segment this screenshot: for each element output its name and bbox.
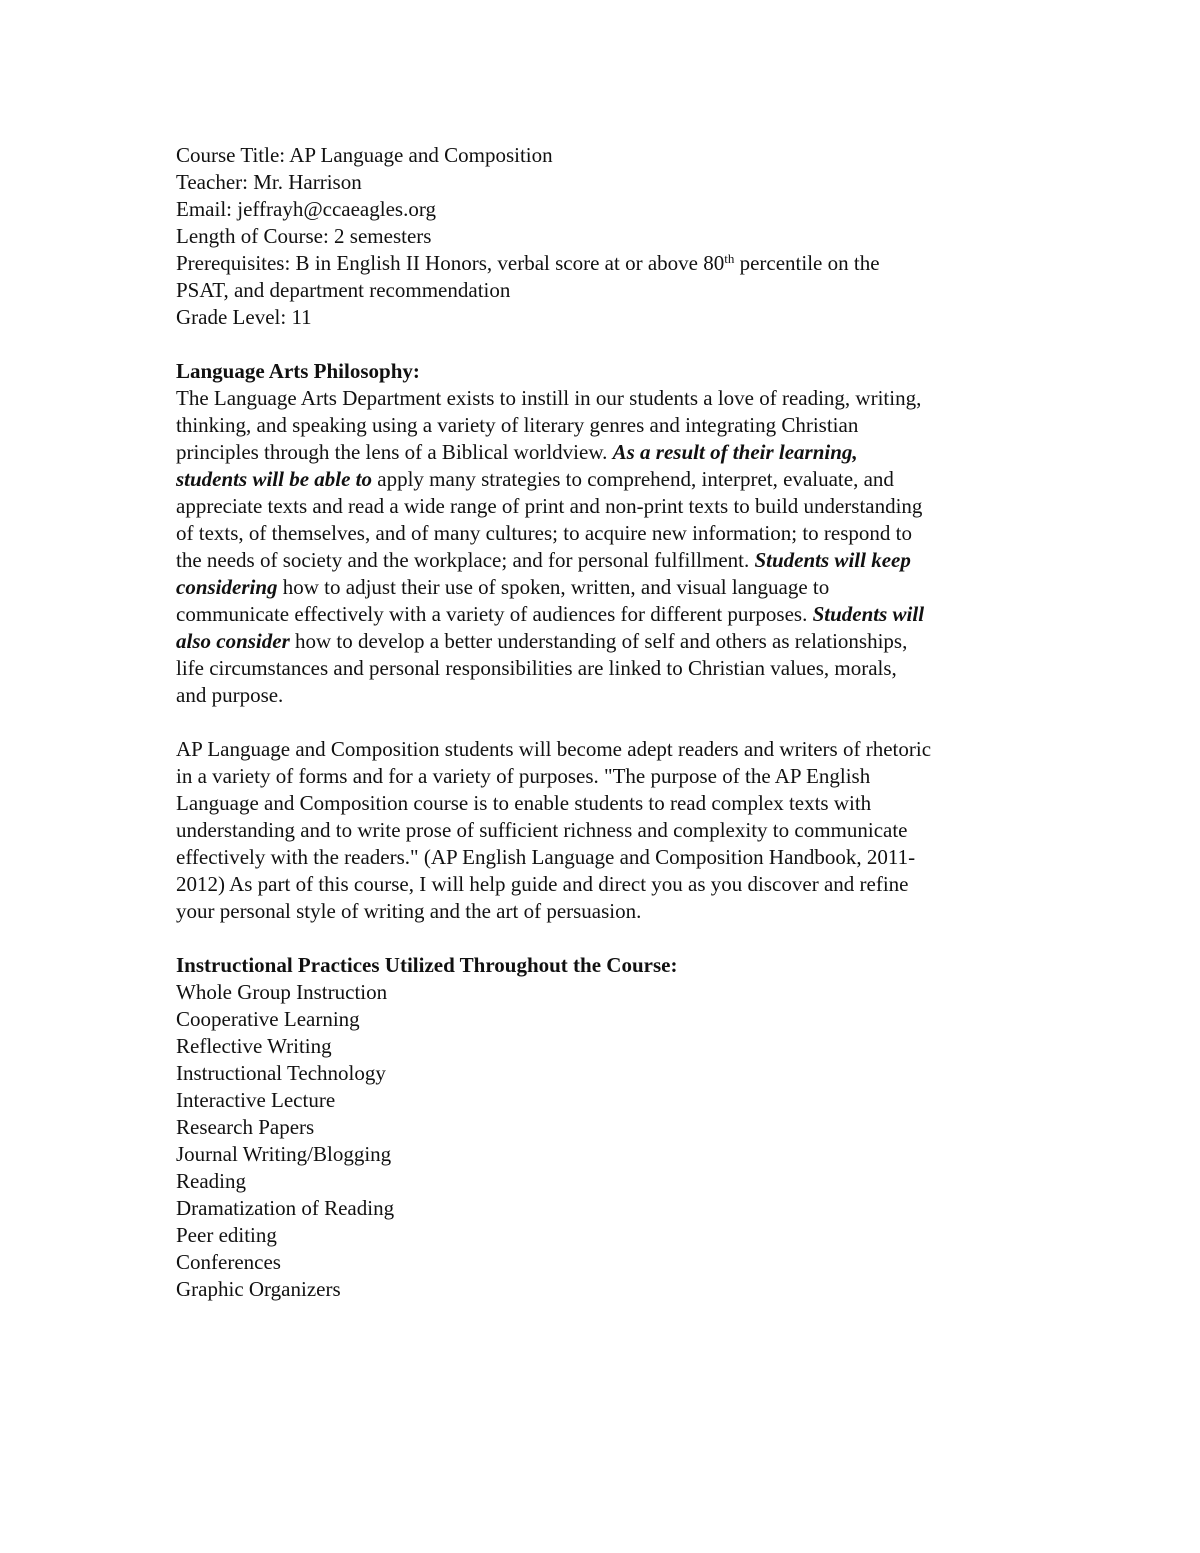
spacer	[176, 925, 1036, 952]
spacer	[176, 709, 1036, 736]
list-item: Reading	[176, 1169, 246, 1193]
philosophy-line: life circumstances and personal responsibilities are linked to Christian values, morals,	[176, 656, 897, 680]
list-item: Interactive Lecture	[176, 1088, 336, 1112]
philosophy-line: and purpose.	[176, 683, 284, 707]
philosophy-line	[176, 439, 1036, 466]
list-item: Cooperative Learning	[176, 1007, 360, 1031]
course-length-line: Length of Course: 2 semesters	[176, 224, 432, 248]
emphasis-text: considering	[176, 575, 278, 599]
paragraph-line: understanding and to write prose of sufficient richness and complexity to communicate	[176, 818, 908, 842]
philosophy-text: the needs of society and the workplace; and for personal fulfillment.	[176, 548, 755, 572]
list-item: Graphic Organizers	[176, 1277, 341, 1301]
philosophy-text: principles through the lens of a Biblical worldview.	[176, 440, 613, 464]
document-page	[176, 142, 1036, 1303]
ordinal-superscript: th	[724, 251, 735, 266]
philosophy-line: The Language Arts Department exists to instill in our students a love of reading, writing,	[176, 386, 922, 410]
list-item: Research Papers	[176, 1115, 315, 1139]
course-title: Course Title: AP Language and Composition	[176, 143, 553, 167]
paragraph-line: effectively with the readers." (AP English Language and Composition Handbook, 2011-	[176, 845, 916, 869]
ap-course-paragraph	[176, 736, 1036, 925]
emphasis-text: also consider	[176, 629, 290, 653]
list-item: Journal Writing/Blogging	[176, 1142, 392, 1166]
philosophy-line	[176, 547, 1036, 574]
prerequisites-line	[176, 250, 1036, 277]
philosophy-section	[176, 358, 1036, 709]
paragraph-line: in a variety of forms and for a variety of purposes. "The purpose of the AP English	[176, 764, 871, 788]
emphasis-text: Students will keep	[754, 548, 911, 572]
email-line: Email: jeffrayh@ccaeagles.org	[176, 197, 436, 221]
philosophy-text: how to adjust their use of spoken, written, and visual language to	[277, 575, 830, 599]
philosophy-line	[176, 466, 1036, 493]
list-item: Conferences	[176, 1250, 281, 1274]
emphasis-text: students will be able to	[176, 467, 373, 491]
philosophy-line	[176, 628, 1036, 655]
philosophy-heading: Language Arts Philosophy:	[176, 359, 420, 383]
paragraph-line: Language and Composition course is to enable students to read complex texts with	[176, 791, 872, 815]
paragraph-line: your personal style of writing and the art of persuasion.	[176, 899, 642, 923]
philosophy-line: of texts, of themselves, and of many cultures; to acquire new information; to respond to	[176, 521, 912, 545]
practices-list	[176, 979, 1036, 1303]
philosophy-line	[176, 574, 1036, 601]
philosophy-line: appreciate texts and read a wide range of print and non-print texts to build understanding	[176, 494, 923, 518]
spacer	[176, 331, 1036, 358]
philosophy-text: apply many strategies to comprehend, interpret, evaluate, and	[372, 467, 894, 491]
philosophy-text: communicate effectively with a variety of audiences for different purposes.	[176, 602, 813, 626]
list-item: Whole Group Instruction	[176, 980, 388, 1004]
prerequisites-line-2: PSAT, and department recommendation	[176, 278, 511, 302]
list-item: Dramatization of Reading	[176, 1196, 395, 1220]
list-item: Instructional Technology	[176, 1061, 386, 1085]
grade-level-line: Grade Level: 11	[176, 305, 312, 329]
course-info	[176, 142, 1036, 331]
emphasis-text: Students will	[812, 602, 925, 626]
paragraph-line: 2012) As part of this course, I will help guide and direct you as you discover and refine	[176, 872, 909, 896]
practices-heading: Instructional Practices Utilized Throughout the Course:	[176, 953, 678, 977]
practices-section	[176, 952, 1036, 1303]
paragraph-line: AP Language and Composition students will become adept readers and writers of rhetoric	[176, 737, 932, 761]
prerequisites-text-cont: percentile on the	[734, 251, 880, 275]
prerequisites-text: Prerequisites: B in English II Honors, verbal score at or above 80	[176, 251, 725, 275]
philosophy-text: how to develop a better understanding of self and others as relationships,	[289, 629, 908, 653]
philosophy-line	[176, 601, 1036, 628]
teacher-line: Teacher: Mr. Harrison	[176, 170, 362, 194]
list-item: Peer editing	[176, 1223, 277, 1247]
philosophy-line: thinking, and speaking using a variety of literary genres and integrating Christian	[176, 413, 859, 437]
emphasis-text: As a result of their learning,	[612, 440, 858, 464]
list-item: Reflective Writing	[176, 1034, 332, 1058]
